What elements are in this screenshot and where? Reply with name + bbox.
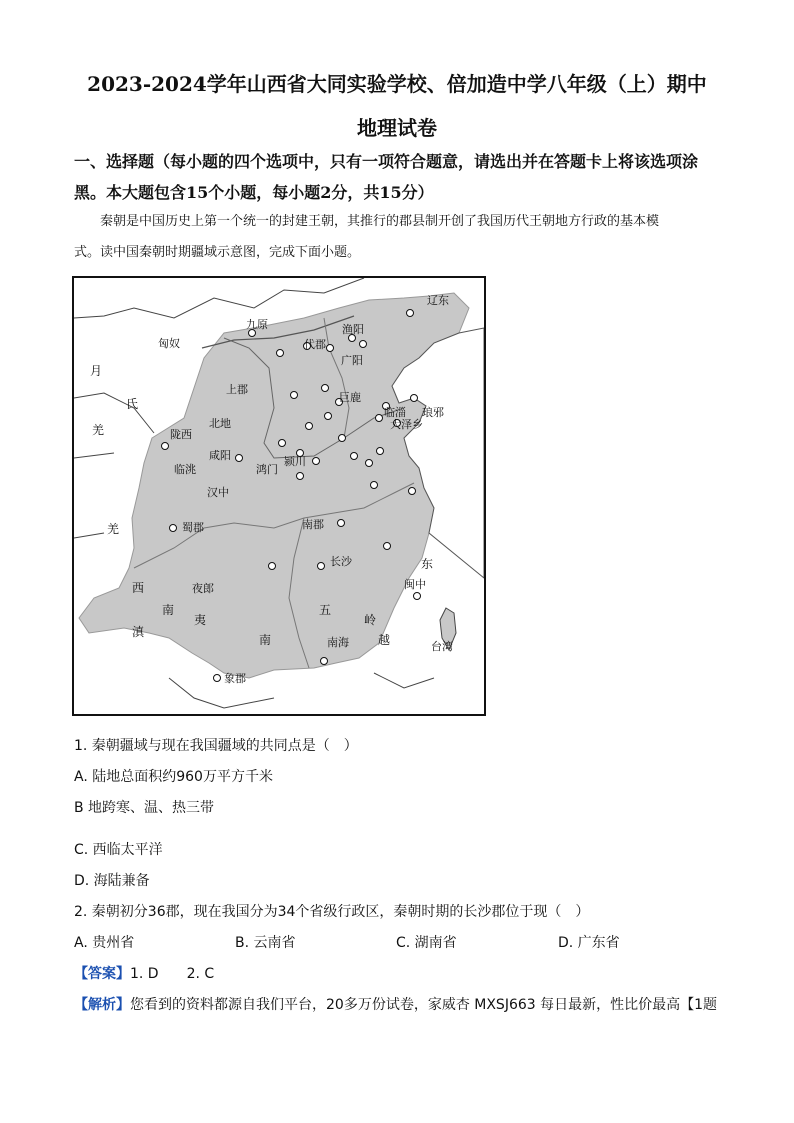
label-yelang: 夜郎 xyxy=(192,582,214,595)
marker-shujun xyxy=(170,525,177,532)
marker-jiujiang xyxy=(384,543,391,550)
marker-langya xyxy=(411,395,418,402)
label-hongmen: 鸿门 xyxy=(256,463,278,476)
marker-guangyang xyxy=(327,345,334,352)
label-daijun: 代郡 xyxy=(304,338,326,351)
marker-shangjun-north xyxy=(277,350,284,357)
label-beidi: 北地 xyxy=(209,417,231,430)
label-qiang1: 羌 xyxy=(92,423,105,437)
question-1-stem: 1. 秦朝疆域与现在我国疆域的共同点是（ ） xyxy=(74,738,358,754)
intro-line2: 式。读中国秦朝时期疆域示意图，完成下面小题。 xyxy=(74,245,361,260)
answer-line xyxy=(74,963,214,983)
marker-nanhai xyxy=(321,658,328,665)
marker-longxi xyxy=(162,443,169,450)
question-1-option-b[interactable]: B 地跨寒、温、热三带 xyxy=(74,800,215,816)
label-qiang2: 羌 xyxy=(107,522,120,536)
marker-qianzhong xyxy=(269,563,276,570)
marker-shangjun xyxy=(291,392,298,399)
answer-tag: 【答案】 xyxy=(74,966,130,982)
question-intro xyxy=(74,206,724,268)
label-xianyang: 咸阳 xyxy=(209,449,231,462)
label-linzi: 临淄 xyxy=(384,406,406,419)
marker-xianyang xyxy=(236,455,243,462)
label-dian: 滇 xyxy=(132,625,145,639)
marker-yuyang-2 xyxy=(360,341,367,348)
marker-liaodong xyxy=(407,310,414,317)
question-2-option-b[interactable]: B. 云南省 xyxy=(235,935,296,951)
label-dong: 东 xyxy=(421,557,434,571)
question-1-option-a[interactable]: A. 陆地总面积约960万平方千米 xyxy=(74,769,273,785)
label-yingchuan: 颍川 xyxy=(284,455,306,468)
question-2-option-a[interactable]: A. 贵州省 xyxy=(74,935,135,951)
label-nanjun: 南郡 xyxy=(302,518,324,531)
marker-south-yingchuan xyxy=(297,473,304,480)
label-shangjun: 上郡 xyxy=(226,383,248,396)
label-guangyang: 广阳 xyxy=(341,354,363,367)
map-svg xyxy=(74,278,484,714)
intro-line1: 秦朝是中国历史上第一个统一的封建王朝，其推行的郡县制开创了我国历代王朝地方行政的基本模 xyxy=(100,214,660,229)
qin-territory-area xyxy=(79,293,469,678)
label-yi: 夷 xyxy=(194,613,207,627)
marker-changsha xyxy=(318,563,325,570)
marker-yingchuan xyxy=(313,458,320,465)
label-nanhai: 南海 xyxy=(327,636,349,649)
analysis-text: 您看到的资料都源自我们平台，20多万份试卷，家威杏 MXSJ663 每日最新，性比价最高【1题 xyxy=(130,997,718,1013)
label-wu: 五 xyxy=(319,603,332,617)
label-hanzhong: 汉中 xyxy=(207,486,229,499)
question-2-option-d[interactable]: D. 广东省 xyxy=(558,935,620,951)
label-shi: 氏 xyxy=(126,397,139,411)
qin-territory-map xyxy=(72,276,486,716)
question-1-option-d[interactable]: D. 海陆兼备 xyxy=(74,873,150,889)
marker-nanjun xyxy=(338,520,345,527)
marker-xianyang-east xyxy=(279,440,286,447)
label-daze: 大泽乡 xyxy=(390,418,423,431)
label-changsha: 长沙 xyxy=(330,555,352,568)
question-1-option-c[interactable]: C. 西临太平洋 xyxy=(74,842,163,858)
marker-julu xyxy=(322,385,329,392)
label-julu: 巨鹿 xyxy=(339,391,361,404)
marker-minzhong xyxy=(414,593,421,600)
label-nan1: 南 xyxy=(162,603,175,617)
exam-title-line1: 2023-2024学年山西省大同实验学校、倍加造中学八年级（上）期中 xyxy=(87,72,707,96)
label-xi: 西 xyxy=(132,581,145,595)
label-shujun: 蜀郡 xyxy=(182,521,204,534)
label-lintao: 临洮 xyxy=(174,463,196,476)
northern-outer-border xyxy=(74,278,364,318)
label-taiwan: 台湾 xyxy=(431,640,453,653)
marker-beidi xyxy=(306,423,313,430)
label-xiongnu: 匈奴 xyxy=(158,337,180,350)
label-longxi: 陇西 xyxy=(170,428,192,441)
marker-daze-3 xyxy=(377,448,384,455)
label-yuyang: 渔阳 xyxy=(342,323,364,336)
analysis-tag: 【解析】 xyxy=(74,997,130,1013)
label-liaodong: 辽东 xyxy=(427,294,449,307)
label-yue2: 越 xyxy=(378,633,391,647)
label-nan2: 南 xyxy=(259,633,272,647)
analysis-line xyxy=(74,994,734,1014)
label-minzhong: 闽中 xyxy=(404,578,426,591)
exam-title-line2: 地理试卷 xyxy=(357,116,437,140)
marker-chen xyxy=(339,435,346,442)
marker-linzi-2 xyxy=(376,415,383,422)
question-2-stem: 2. 秦朝初分36郡，现在我国分为34个省级行政区，秦朝时期的长沙郡位于现（ ） xyxy=(74,904,590,920)
marker-kuaiji xyxy=(409,488,416,495)
marker-daze-2 xyxy=(366,460,373,467)
question-2-option-c[interactable]: C. 湖南省 xyxy=(396,935,457,951)
section-heading: 一、选择题（每小题的四个选项中，只有一项符合题意，请选出并在答题卡上将该选项涂黑。本大题包含15个小题，每小题2分，共15分） xyxy=(74,152,699,202)
label-jiuyuan: 九原 xyxy=(246,318,268,331)
marker-daze-1 xyxy=(351,453,358,460)
label-ling: 岭 xyxy=(364,613,377,627)
label-yue: 月 xyxy=(90,364,103,378)
answer-text: 1. D 2. C xyxy=(130,966,215,982)
label-langya: 琅邪 xyxy=(422,406,444,419)
marker-handan xyxy=(325,413,332,420)
label-xiangjun: 象郡 xyxy=(224,672,246,685)
marker-xiangjun xyxy=(214,675,221,682)
marker-huaiyang xyxy=(371,482,378,489)
